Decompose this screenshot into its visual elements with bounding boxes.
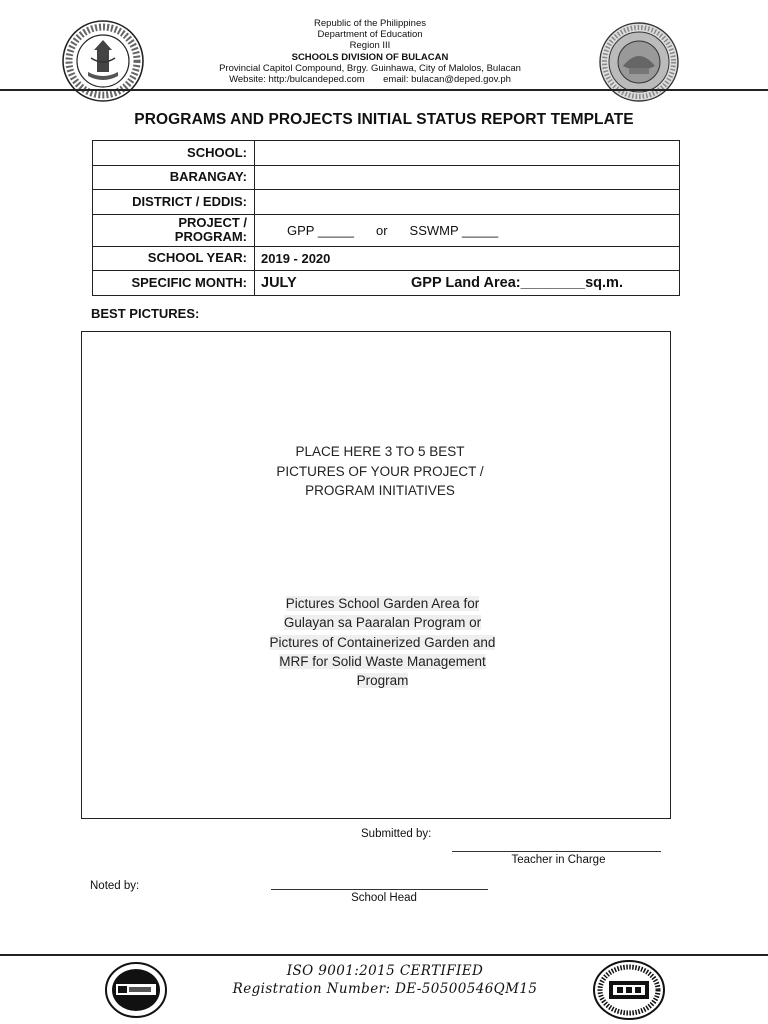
pictures-instruction [230, 442, 530, 501]
project-label [93, 214, 255, 246]
iso-line: ISO 9001:2015 CERTIFIED [286, 963, 484, 979]
land-area-text: GPP Land Area:________sq.m. [411, 274, 623, 291]
school-info-table [92, 140, 680, 296]
country-line: Republic of the Philippines [314, 18, 426, 29]
noted-by-label: Noted by: [90, 880, 140, 892]
registration-line: Registration Number: DE-50500546QM15 [232, 981, 538, 997]
sample-line: Program [356, 673, 409, 689]
barangay-label: BARANGAY: [93, 165, 255, 190]
contact-line [170, 74, 570, 85]
head-signature-line[interactable] [271, 889, 488, 890]
document-title: PROGRAMS AND PROJECTS INITIAL STATUS REPORT TEMPLATE [134, 111, 634, 128]
month-value: JULY [261, 274, 297, 291]
website-text: Website: http:/bulcandeped.com [229, 74, 365, 86]
sample-line: MRF for Solid Waste Management [279, 653, 486, 669]
header-divider [0, 89, 768, 91]
email-text: email: bulacan@deped.gov.ph [383, 74, 511, 86]
barangay-row [93, 165, 680, 190]
project-row [93, 214, 680, 246]
instruction-line: PLACE HERE 3 TO 5 BEST [295, 444, 465, 459]
teacher-role-label: Teacher in Charge [511, 854, 606, 866]
month-label: SPECIFIC MONTH: [93, 271, 255, 296]
submitted-by-label: Submitted by: [361, 828, 432, 840]
district-label: DISTRICT / EDDIS: [93, 190, 255, 215]
school-year-row [93, 246, 680, 271]
month-row [93, 271, 680, 296]
teacher-signature-line[interactable] [452, 851, 661, 852]
district-row [93, 190, 680, 215]
instruction-line: PROGRAM INITIATIVES [305, 483, 455, 498]
region-line: Region III [349, 40, 391, 52]
address-line: Provincial Capitol Compound, Brgy. Guinhawa, City of Malolos, Bulacan [219, 62, 521, 74]
division-line: SCHOOLS DIVISION OF BULACAN [291, 51, 449, 63]
footer-divider [0, 954, 768, 956]
gpp-option[interactable]: GPP _____ [287, 222, 354, 238]
dqs-badge-logo [592, 959, 666, 1021]
certified-badge-logo [104, 962, 168, 1018]
letterhead [170, 18, 570, 85]
sample-line: Gulayan sa Paaralan Program or [283, 615, 482, 631]
school-field[interactable] [255, 141, 680, 166]
district-field[interactable] [255, 190, 680, 215]
iso-certification-text [190, 962, 580, 998]
barangay-field[interactable] [255, 165, 680, 190]
pictures-sample-note [240, 594, 525, 690]
school-label: SCHOOL: [93, 141, 255, 166]
sample-line: Pictures School Garden Area for [285, 596, 480, 611]
school-year-label: SCHOOL YEAR: [93, 246, 255, 271]
pictures-placeholder-box[interactable] [81, 331, 671, 819]
project-field[interactable] [255, 214, 680, 246]
school-row [93, 141, 680, 166]
sswmp-option[interactable]: SSWMP _____ [409, 222, 499, 238]
month-field[interactable] [255, 271, 680, 296]
best-pictures-label: BEST PICTURES: [91, 306, 200, 321]
instruction-line: PICTURES OF YOUR PROJECT / [276, 463, 484, 479]
or-text: or [375, 222, 388, 238]
department-line: Department of Education [317, 29, 423, 41]
school-year-value[interactable]: 2019 - 2020 [255, 246, 680, 271]
sample-line: Pictures of Containerized Garden and [269, 634, 496, 650]
school-head-label: School Head [351, 892, 417, 904]
project-label-line-1: PROJECT / [178, 215, 247, 230]
project-label-line-2: PROGRAM: [174, 229, 247, 244]
